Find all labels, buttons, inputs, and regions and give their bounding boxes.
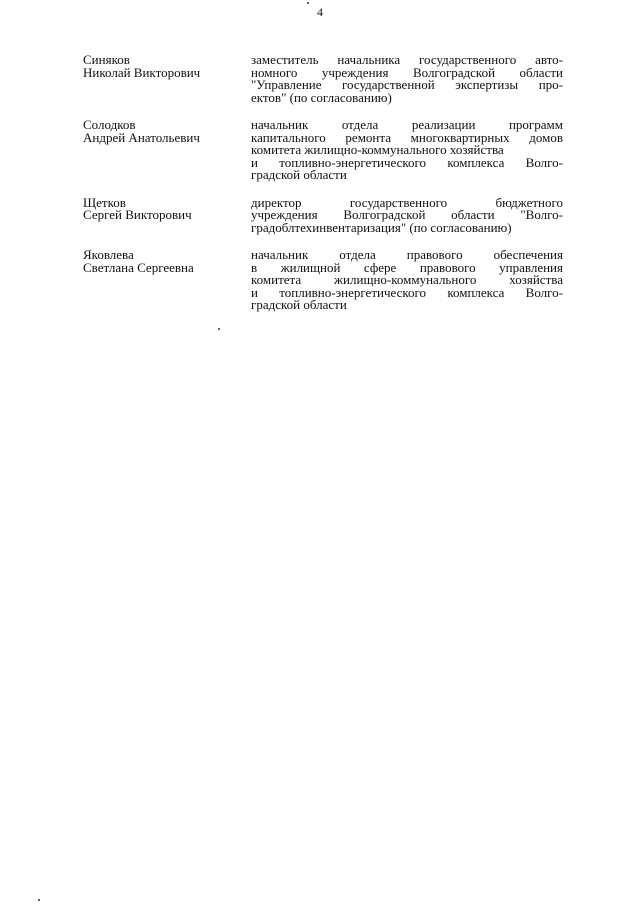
position-line: учреждения Волгоградской области "Волго-	[251, 207, 563, 222]
position-line: и топливно-энергетического комплекса Волго-	[251, 154, 563, 170]
member-position	[251, 249, 563, 312]
member-surname: Щетков	[83, 194, 126, 210]
member-surname: Солодков	[83, 117, 136, 132]
position-line: ектов" (по согласованию)	[251, 89, 392, 105]
position-line: градской области	[251, 167, 347, 182]
position-line: начальник отдела правового обеспечения	[251, 247, 563, 262]
member-entry	[83, 54, 563, 104]
member-given-names: Светлана Сергеевна	[83, 259, 194, 275]
member-list	[83, 54, 563, 327]
position-line: комитета жилищно-коммунального хозяйства	[251, 272, 563, 287]
position-line: градоблтехинвентаризация" (по согласованию)	[251, 219, 512, 235]
position-line: заместитель начальника государственного авто-	[251, 52, 563, 67]
member-surname: Яковлева	[83, 247, 134, 262]
page-number: 4	[317, 5, 323, 19]
position-line: капитального ремонта многоквартирных домов	[251, 129, 563, 145]
position-line: и топливно-энергетического комплекса Волго-	[251, 284, 563, 300]
scan-speck	[218, 328, 220, 330]
member-position	[251, 194, 563, 235]
position-line: градской области	[251, 297, 347, 312]
member-position	[251, 119, 563, 182]
member-name	[83, 194, 251, 235]
position-line: в жилищной сфере правового управления	[251, 259, 563, 275]
member-name	[83, 54, 251, 104]
position-line: начальник отдела реализации программ	[251, 117, 563, 132]
member-given-names: Николай Викторович	[83, 64, 201, 80]
position-line: номного учреждения Волгоградской области	[251, 64, 563, 80]
position-line: комитета жилищно-коммунального хозяйства	[251, 142, 504, 157]
member-given-names: Сергей Викторович	[83, 207, 192, 222]
member-entry	[83, 249, 563, 312]
member-name	[83, 249, 251, 312]
scan-speck	[38, 899, 40, 901]
position-line: директор государственного бюджетного	[251, 194, 563, 210]
member-position	[251, 54, 563, 104]
scan-speck	[307, 2, 309, 4]
position-line: "Управление государственной экспертизы про-	[251, 77, 563, 92]
member-given-names: Андрей Анатольевич	[83, 129, 200, 145]
member-surname: Синяков	[83, 52, 130, 67]
member-entry	[83, 119, 563, 182]
member-name	[83, 119, 251, 182]
member-entry	[83, 194, 563, 235]
